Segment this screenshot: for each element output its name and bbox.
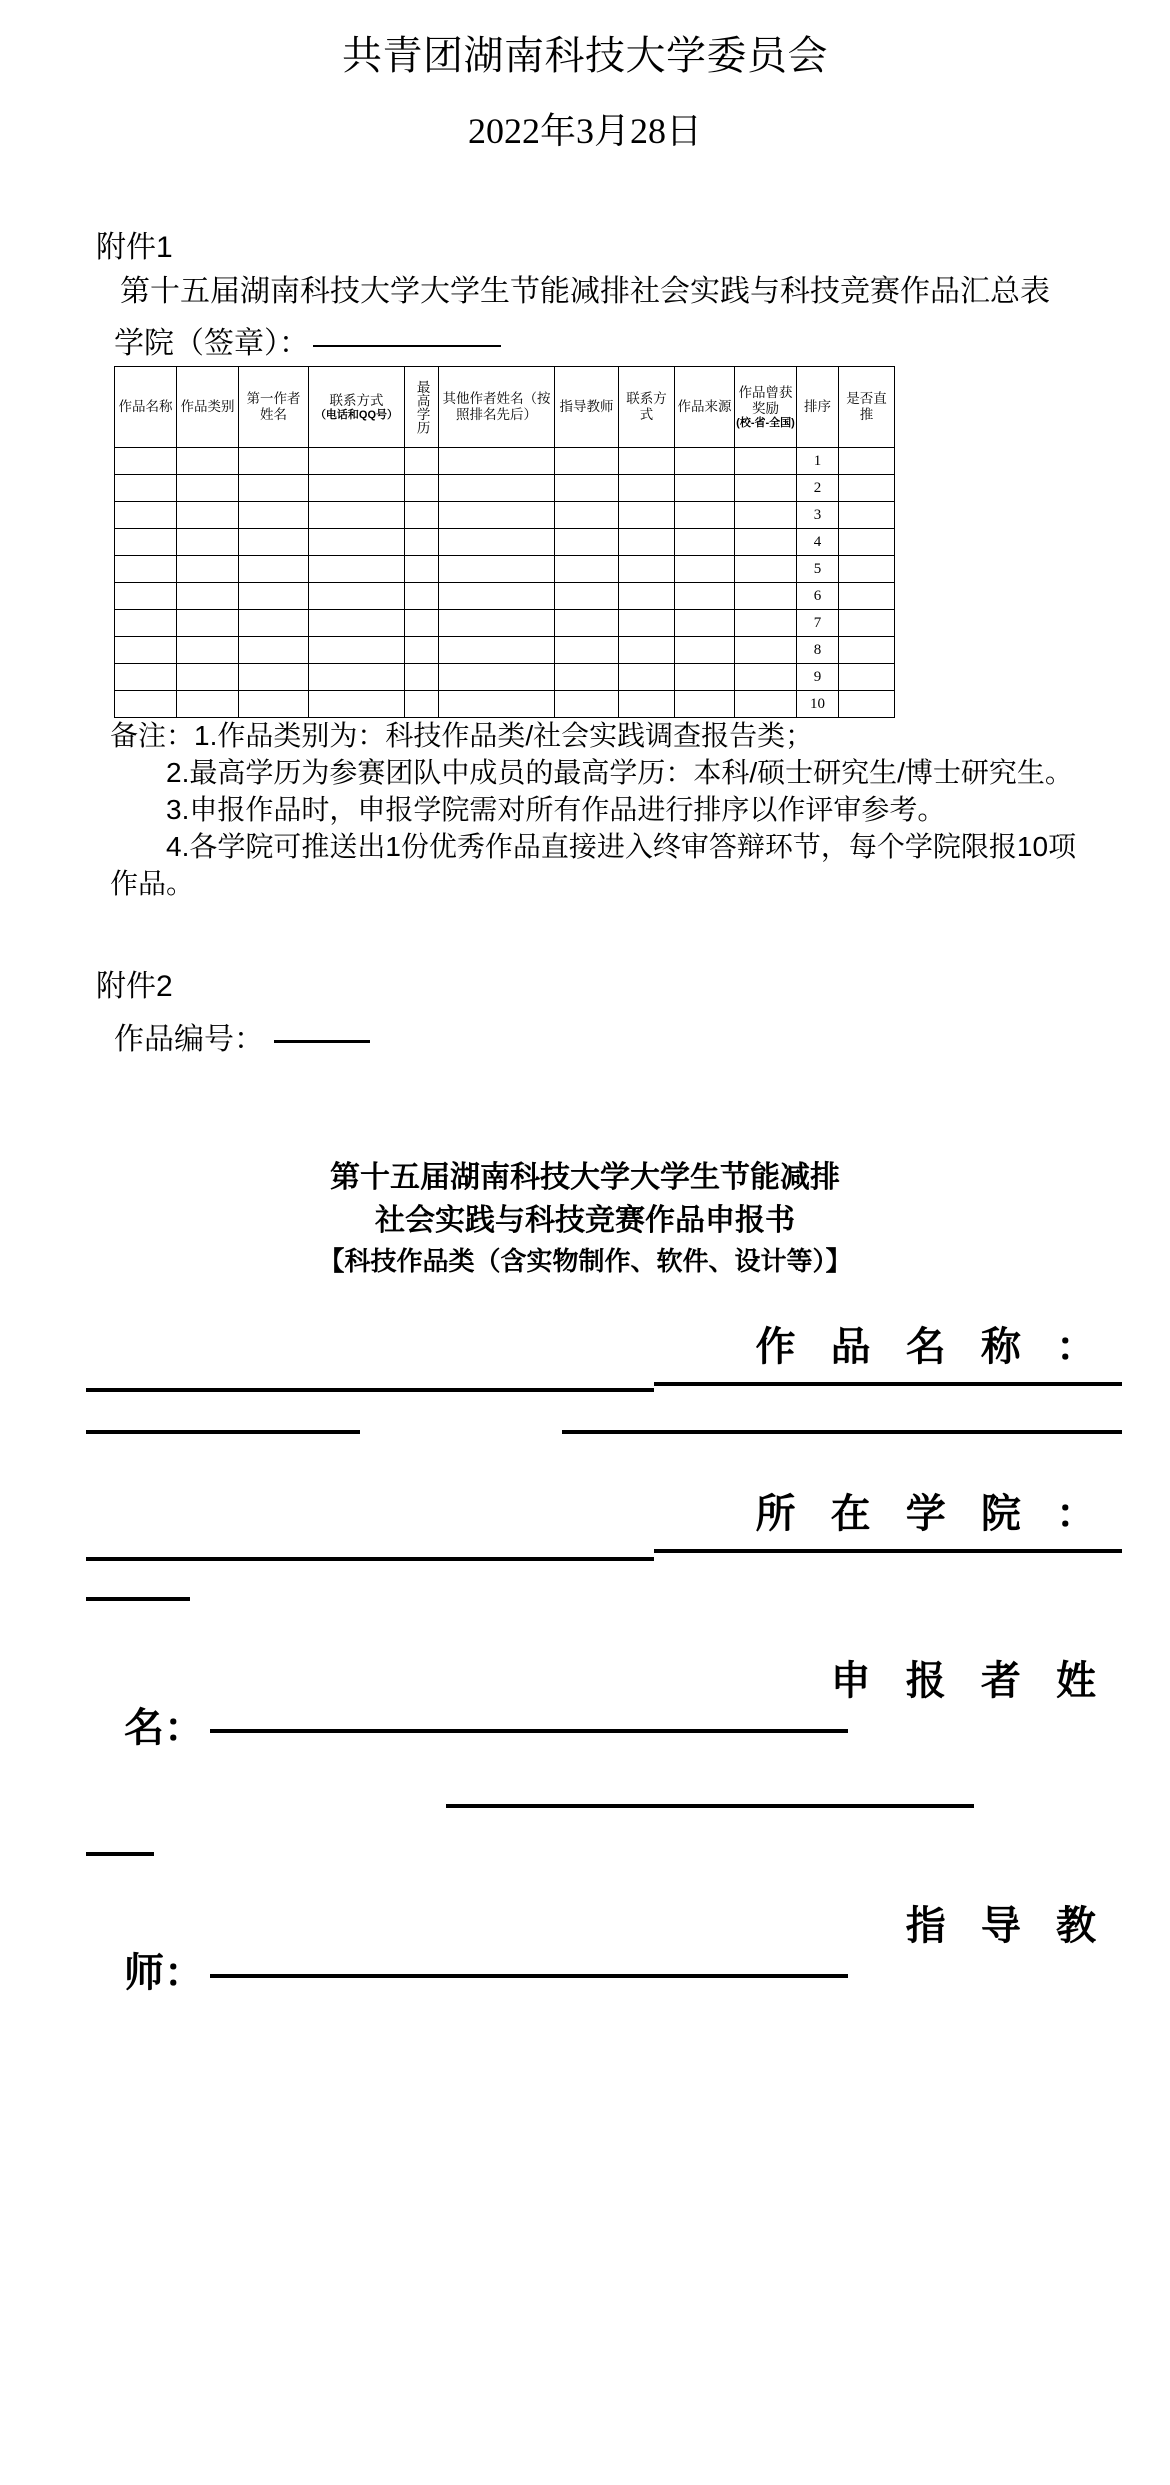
- cell-empty[interactable]: [239, 610, 309, 637]
- cell-empty[interactable]: [675, 475, 735, 502]
- cell-empty[interactable]: [735, 502, 797, 529]
- application-title-line-2: 社会实践与科技竞赛作品申报书: [375, 1204, 795, 1238]
- cell-empty[interactable]: [439, 691, 555, 718]
- cell-empty[interactable]: [555, 448, 619, 475]
- application-form-title: [130, 1156, 1040, 1281]
- cell-empty[interactable]: [405, 529, 439, 556]
- cell-empty[interactable]: [675, 664, 735, 691]
- cell-empty[interactable]: [619, 502, 675, 529]
- attachment-2-section: [0, 967, 1170, 1995]
- cell-empty[interactable]: [115, 529, 177, 556]
- cell-empty[interactable]: [239, 529, 309, 556]
- cell-empty[interactable]: [735, 664, 797, 691]
- cell-empty[interactable]: [177, 610, 239, 637]
- cell-empty[interactable]: [735, 448, 797, 475]
- cell-empty[interactable]: [619, 691, 675, 718]
- work-name-rule-a[interactable]: [86, 1388, 654, 1392]
- cell-empty[interactable]: [619, 610, 675, 637]
- col-work-name: [115, 367, 177, 448]
- cell-empty[interactable]: [619, 529, 675, 556]
- cell-empty[interactable]: [405, 475, 439, 502]
- cell-empty[interactable]: [439, 556, 555, 583]
- table-row: [115, 583, 895, 610]
- cell-empty[interactable]: [309, 610, 405, 637]
- applicant-name-label-cont: 名：: [124, 1705, 204, 1750]
- college-signature-line: [114, 318, 1130, 362]
- cell-empty[interactable]: [177, 664, 239, 691]
- cell-empty[interactable]: [619, 637, 675, 664]
- cell-empty[interactable]: [675, 502, 735, 529]
- cell-empty[interactable]: [839, 502, 895, 529]
- cell-empty[interactable]: [675, 448, 735, 475]
- cell-empty[interactable]: [555, 691, 619, 718]
- col-other-authors-text: 其他作者姓名（按照排名先后）: [442, 391, 551, 423]
- cell-empty[interactable]: [239, 448, 309, 475]
- cell-empty[interactable]: [619, 583, 675, 610]
- col-contact-sub: （电话和QQ号）: [314, 408, 399, 421]
- cell-empty[interactable]: [239, 475, 309, 502]
- attachment-1-section: [0, 228, 1170, 903]
- applicant-rule-c[interactable]: [86, 1852, 154, 1856]
- cell-empty[interactable]: [177, 475, 239, 502]
- cell-rank: 10: [797, 691, 839, 718]
- cell-empty[interactable]: [675, 556, 735, 583]
- applicant-rule-row-3: [40, 1826, 1130, 1870]
- work-name-rule-row-2: [40, 1414, 1130, 1452]
- cell-empty[interactable]: [239, 691, 309, 718]
- cell-empty[interactable]: [177, 502, 239, 529]
- col-first-author-text: 第一作者姓名: [246, 391, 301, 423]
- col-work-source-text: 作品来源: [677, 399, 732, 415]
- cell-rank: 2: [797, 475, 839, 502]
- table-row: [115, 664, 895, 691]
- cell-empty[interactable]: [555, 502, 619, 529]
- work-number-field: [114, 1014, 1130, 1058]
- col-rank-text: 排序: [804, 399, 831, 415]
- cell-empty[interactable]: [735, 637, 797, 664]
- cell-empty[interactable]: [405, 502, 439, 529]
- cell-empty[interactable]: [115, 610, 177, 637]
- col-advisor-text: 指导教师: [559, 399, 614, 415]
- college-rule-c[interactable]: [86, 1597, 190, 1601]
- cell-empty[interactable]: [177, 448, 239, 475]
- attachment-2-label: 附件2: [96, 969, 173, 1003]
- cell-empty[interactable]: [405, 448, 439, 475]
- col-direct-recommend-text: 是否直推: [846, 391, 887, 423]
- cell-empty[interactable]: [839, 637, 895, 664]
- cell-empty[interactable]: [405, 637, 439, 664]
- work-number-rule[interactable]: [274, 1040, 370, 1043]
- col-other-authors: [439, 367, 555, 448]
- cell-empty[interactable]: [177, 691, 239, 718]
- col-work-source: [675, 367, 735, 448]
- cell-empty[interactable]: [309, 556, 405, 583]
- cell-empty[interactable]: [115, 448, 177, 475]
- cell-empty[interactable]: [619, 448, 675, 475]
- cell-empty[interactable]: [555, 475, 619, 502]
- cell-empty[interactable]: [309, 448, 405, 475]
- advisor-label-top: 指 导 教: [905, 1903, 1108, 1948]
- table-row: [115, 637, 895, 664]
- cell-empty[interactable]: [439, 664, 555, 691]
- college-rule-b[interactable]: [654, 1549, 1122, 1553]
- advisor-label-cont: 师：: [124, 1950, 204, 1995]
- issuing-organization: 共青团湖南科技大学委员会: [342, 34, 828, 78]
- cell-empty[interactable]: [735, 529, 797, 556]
- col-advisor-contact: [619, 367, 675, 448]
- cell-empty[interactable]: [239, 502, 309, 529]
- college-signature-rule[interactable]: [313, 345, 501, 347]
- cell-empty[interactable]: [839, 475, 895, 502]
- cell-empty[interactable]: [239, 637, 309, 664]
- col-advisor: [555, 367, 619, 448]
- note-3: 3.申报作品时，申报学院需对所有作品进行排序以作评审参考。: [166, 794, 946, 826]
- cell-empty[interactable]: [439, 610, 555, 637]
- college-label: 所 在 学 院 ：: [755, 1491, 1108, 1536]
- col-highest-degree: [405, 367, 439, 448]
- cell-rank: 4: [797, 529, 839, 556]
- college-rule-row-2: [40, 1581, 1130, 1617]
- cell-empty[interactable]: [177, 583, 239, 610]
- cell-empty[interactable]: [115, 475, 177, 502]
- cell-rank: 6: [797, 583, 839, 610]
- cell-empty[interactable]: [839, 529, 895, 556]
- cell-rank: 1: [797, 448, 839, 475]
- cell-empty[interactable]: [735, 556, 797, 583]
- table-row: [115, 502, 895, 529]
- cell-empty[interactable]: [439, 448, 555, 475]
- cell-empty[interactable]: [555, 529, 619, 556]
- applicant-rule-b[interactable]: [446, 1804, 974, 1808]
- applicant-rule-row-2: [40, 1750, 1130, 1826]
- cell-empty[interactable]: [115, 583, 177, 610]
- cell-empty[interactable]: [675, 583, 735, 610]
- col-contact: [309, 367, 405, 448]
- cell-empty[interactable]: [177, 556, 239, 583]
- cell-empty[interactable]: [405, 664, 439, 691]
- cell-empty[interactable]: [675, 610, 735, 637]
- cell-empty[interactable]: [555, 664, 619, 691]
- col-previous-awards: [735, 367, 797, 448]
- cell-empty[interactable]: [839, 664, 895, 691]
- note-2: 2.最高学历为参赛团队中成员的最高学历：本科/硕士研究生/博士研究生。: [166, 757, 1073, 789]
- cell-empty[interactable]: [555, 583, 619, 610]
- work-number-label: 作品编号：: [114, 1022, 264, 1056]
- summary-table: [114, 366, 895, 718]
- cell-empty[interactable]: [555, 610, 619, 637]
- cell-empty[interactable]: [239, 583, 309, 610]
- cell-empty[interactable]: [115, 556, 177, 583]
- cell-rank: 8: [797, 637, 839, 664]
- cell-rank: 9: [797, 664, 839, 691]
- cell-empty[interactable]: [309, 529, 405, 556]
- col-work-category-text: 作品类别: [180, 399, 235, 415]
- advisor-rule[interactable]: [210, 1974, 848, 1978]
- cell-empty[interactable]: [115, 637, 177, 664]
- advisor-field: [124, 1951, 1130, 1995]
- cell-empty[interactable]: [309, 637, 405, 664]
- summary-table-wrapper: [114, 366, 1130, 718]
- cell-empty[interactable]: [309, 475, 405, 502]
- cell-empty[interactable]: [439, 637, 555, 664]
- col-advisor-contact-text: 联系方式: [626, 391, 667, 423]
- cell-empty[interactable]: [619, 475, 675, 502]
- cell-rank: 7: [797, 610, 839, 637]
- cell-empty[interactable]: [839, 556, 895, 583]
- issue-date: 2022年3月28日: [467, 110, 702, 151]
- cell-empty[interactable]: [439, 502, 555, 529]
- cell-empty[interactable]: [309, 502, 405, 529]
- cell-empty[interactable]: [555, 637, 619, 664]
- application-title-line-3: 【科技作品类（含实物制作、软件、设计等）】: [318, 1245, 852, 1276]
- table-row: [115, 691, 895, 718]
- applicant-name-label-top: 申 报 者 姓: [830, 1658, 1108, 1703]
- cell-empty[interactable]: [675, 529, 735, 556]
- col-highest-degree-text: 最高学历: [414, 380, 430, 435]
- table-row: [115, 475, 895, 502]
- attachment-1-title: 第十五届湖南科技大学大学生节能减排社会实践与科技竞赛作品汇总表: [120, 274, 1050, 308]
- cell-rank: 5: [797, 556, 839, 583]
- cell-empty[interactable]: [115, 691, 177, 718]
- cell-empty[interactable]: [839, 610, 895, 637]
- summary-table-header-row: [115, 367, 895, 448]
- cell-empty[interactable]: [675, 637, 735, 664]
- applicant-name-rule[interactable]: [210, 1729, 848, 1733]
- document-header: [0, 0, 1170, 154]
- cell-empty[interactable]: [439, 475, 555, 502]
- cell-rank: 3: [797, 502, 839, 529]
- attachment-1-notes: [110, 718, 1090, 903]
- attachment-1-label: 附件1: [96, 230, 173, 264]
- cell-empty[interactable]: [405, 556, 439, 583]
- cell-empty[interactable]: [439, 529, 555, 556]
- cell-empty[interactable]: [839, 691, 895, 718]
- col-work-category: [177, 367, 239, 448]
- summary-table-body: [115, 448, 895, 718]
- cell-empty[interactable]: [839, 448, 895, 475]
- cell-empty[interactable]: [309, 583, 405, 610]
- cell-empty[interactable]: [177, 529, 239, 556]
- cell-empty[interactable]: [239, 556, 309, 583]
- work-name-label: 作 品 名 称 ：: [755, 1324, 1108, 1369]
- cell-empty[interactable]: [115, 664, 177, 691]
- cell-empty[interactable]: [735, 691, 797, 718]
- cell-empty[interactable]: [177, 637, 239, 664]
- cell-empty[interactable]: [439, 583, 555, 610]
- cell-empty[interactable]: [555, 556, 619, 583]
- college-rule-row-1: [40, 1539, 1130, 1581]
- college-rule-a[interactable]: [86, 1557, 654, 1561]
- col-previous-awards-sub: (校-省-全国): [736, 417, 795, 430]
- cell-empty[interactable]: [735, 583, 797, 610]
- cell-empty[interactable]: [405, 691, 439, 718]
- cell-empty[interactable]: [309, 691, 405, 718]
- cell-empty[interactable]: [405, 610, 439, 637]
- cell-empty[interactable]: [405, 583, 439, 610]
- cell-empty[interactable]: [115, 502, 177, 529]
- cell-empty[interactable]: [619, 556, 675, 583]
- work-name-rule-d[interactable]: [562, 1430, 1122, 1434]
- cell-empty[interactable]: [675, 691, 735, 718]
- cell-empty[interactable]: [239, 664, 309, 691]
- work-name-rule-c[interactable]: [86, 1430, 360, 1434]
- col-previous-awards-text: 作品曾获奖励: [738, 384, 793, 416]
- table-row: [115, 610, 895, 637]
- col-first-author: [239, 367, 309, 448]
- college-signature-label: 学院（签章）：: [114, 327, 309, 361]
- application-title-line-1: 第十五届湖南科技大学大学生节能减排: [330, 1160, 840, 1194]
- cell-empty[interactable]: [619, 664, 675, 691]
- col-contact-text: 联系方式: [329, 392, 384, 408]
- cell-empty[interactable]: [839, 583, 895, 610]
- table-row: [115, 556, 895, 583]
- note-1: 备注：1.作品类别为：科技作品类/社会实践调查报告类；: [110, 720, 814, 752]
- cell-empty[interactable]: [735, 610, 797, 637]
- table-row: [115, 529, 895, 556]
- col-work-name-text: 作品名称: [118, 399, 173, 415]
- cell-empty[interactable]: [309, 664, 405, 691]
- note-4: 4.各学院可推送出1份优秀作品直接进入终审答辩环节，每个学院限报10项作品。: [110, 831, 1077, 899]
- cell-empty[interactable]: [735, 475, 797, 502]
- work-name-rule-row-1: [40, 1372, 1130, 1414]
- work-name-rule-b[interactable]: [654, 1382, 1122, 1386]
- applicant-name-field: [124, 1706, 1130, 1750]
- table-row: [115, 448, 895, 475]
- col-direct-recommend: [839, 367, 895, 448]
- col-rank: [797, 367, 839, 448]
